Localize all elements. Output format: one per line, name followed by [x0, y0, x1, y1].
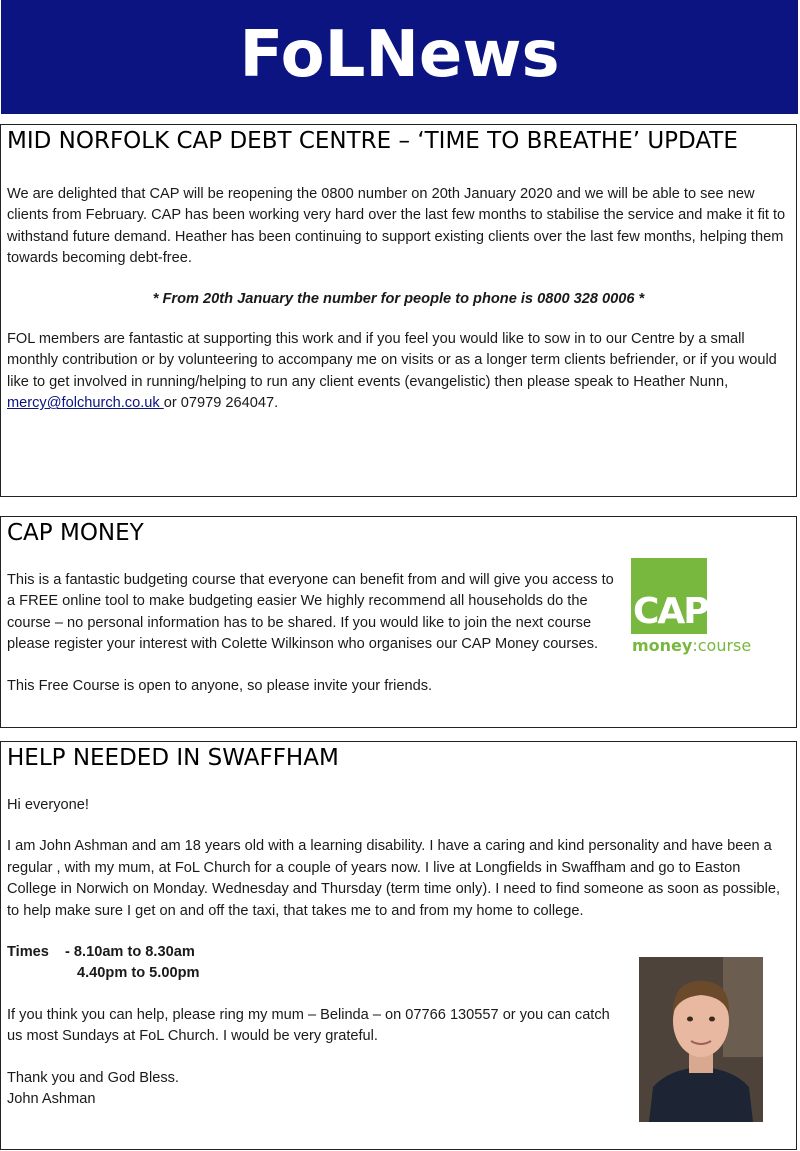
- cap-money-course-logo: [631, 558, 779, 658]
- portrait-illustration: [639, 957, 763, 1122]
- masthead: [1, 0, 798, 114]
- swaffham-section: [0, 741, 797, 1150]
- signoff-line: Thank you and God Bless.: [7, 1069, 179, 1086]
- cap-logo-subtitle: [632, 636, 751, 655]
- time-slot-1: - 8.10am to 8.30am: [65, 944, 195, 961]
- cap-money-heading: CAP MONEY: [7, 520, 144, 546]
- debt-centre-paragraph-1: We are delighted that CAP will be reopening the 0800 number on 20th January 2020 and we will be able to see new clients from February. CAP has been working very hard over the last few months to stabilise the service and make it fit to withstand future demand. Heather has been continuing to support existing clients over the last few months, helping them towards becoming debt-free.: [7, 186, 786, 267]
- debt-centre-paragraph-2-end: or 07979 264047.: [163, 395, 279, 412]
- cap-money-paragraph-2: This Free Course is open to anyone, so please invite your friends.: [7, 677, 433, 694]
- cap-logo-sub-bold: money: [632, 636, 693, 655]
- signature: John Ashman: [7, 1091, 96, 1108]
- time-slot-2: 4.40pm to 5.00pm: [77, 965, 200, 982]
- swaffham-heading: HELP NEEDED IN SWAFFHAM: [7, 745, 339, 771]
- times-label: Times: [7, 944, 49, 961]
- debt-centre-paragraph-2-start: FOL members are fantastic at supporting this work and if you feel you would like to sow in to our Centre by a small monthly contribution or by volunteering to accompany me on visits or as a longer term clients befriender, or if you would like to get involved in running/helping to run any client events (evangelistic) then please speak to Heather Nunn,: [7, 331, 777, 390]
- cap-money-section: [0, 516, 797, 728]
- swaffham-paragraph-1: I am John Ashman and am 18 years old with a learning disability. I have a caring and kind personality and have been a regular , with my mum, at FoL Church for a couple of years now. I live at Longfields in Swaffham and go to Easton College in Norwich on Monday. Wednesday and Thursday (term time only). I need to find someone as soon as possible, to help make sure I get on and off the taxi, that takes me to and from my home to college.: [7, 838, 781, 919]
- debt-centre-section: [0, 124, 797, 497]
- newsletter-title: FoLNews: [239, 18, 560, 92]
- debt-centre-paragraph-2: [7, 329, 790, 415]
- cap-logo-text: CAP: [633, 591, 708, 632]
- debt-centre-heading: MID NORFOLK CAP DEBT CENTRE – ‘TIME TO BREATHE’ UPDATE: [7, 128, 738, 154]
- john-ashman-photo: [639, 957, 763, 1122]
- cap-money-paragraph-1: This is a fantastic budgeting course that everyone can benefit from and will give you access to a FREE online tool to make budgeting easier We highly recommend all households do the course – no personal information has to be shared. If you would like to join the next course please register your interest with Colette Wilkinson who organises our CAP Money courses.: [7, 572, 614, 653]
- swaffham-greeting: Hi everyone!: [7, 797, 89, 813]
- cap-logo-sub-light: :course: [692, 636, 752, 655]
- swaffham-paragraph-2: If you think you can help, please ring my mum – Belinda – on 07766 130557 or you can catch us most Sundays at FoL Church. I would be very grateful.: [7, 1006, 610, 1045]
- email-link[interactable]: mercy@folchurch.co.uk: [7, 395, 164, 412]
- phone-number-note: * From 20th January the number for people to phone is 0800 328 0006 *: [152, 290, 645, 307]
